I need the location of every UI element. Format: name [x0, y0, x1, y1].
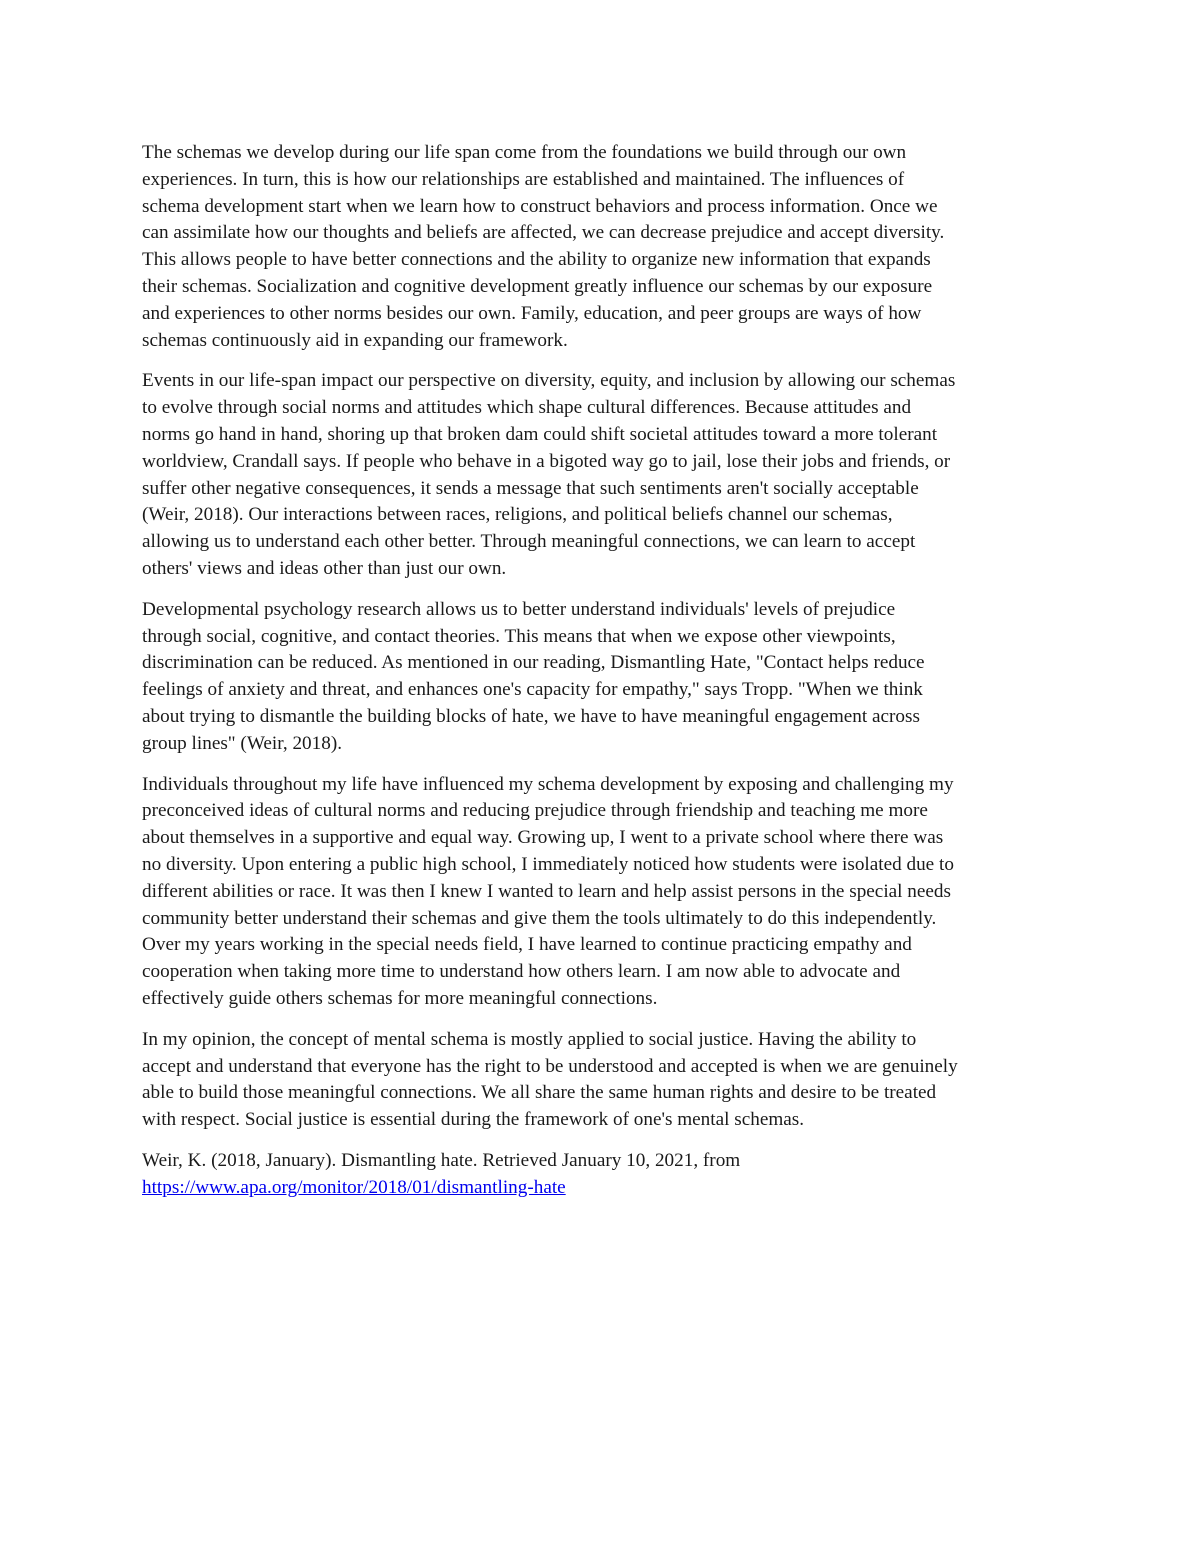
- text-line: discrimination can be reduced. As mentioned in our reading, Dismantling Hate, "Contact helps reduce: [142, 652, 925, 674]
- text-line: preconceived ideas of cultural norms and reducing prejudice through friendship and teaching me more: [142, 800, 928, 822]
- paragraph-3: [142, 597, 1062, 758]
- text-line: This allows people to have better connections and the ability to organize new information that expands: [142, 249, 931, 271]
- paragraph-2: [142, 368, 1062, 582]
- paragraph-1: [142, 140, 1062, 354]
- document-body: [142, 140, 1062, 1215]
- text-line: others' views and ideas other than just our own.: [142, 557, 507, 579]
- text-line: In my opinion, the concept of mental schema is mostly applied to social justice. Having the ability to: [142, 1028, 917, 1050]
- text-line: about trying to dismantle the building blocks of hate, we have to have meaningful engagement across: [142, 705, 920, 727]
- text-line: with respect. Social justice is essential during the framework of one's mental schemas.: [142, 1109, 805, 1131]
- paragraph-4: [142, 772, 1062, 1013]
- text-line: through social, cognitive, and contact theories. This means that when we expose other viewpoints,: [142, 625, 896, 647]
- text-line: about themselves in a supportive and equal way. Growing up, I went to a private school where there was: [142, 827, 944, 849]
- text-line: effectively guide others schemas for more meaningful connections.: [142, 987, 658, 1009]
- text-line: The schemas we develop during our life span come from the foundations we build through our own: [142, 142, 907, 163]
- paragraph-5: [142, 1027, 1062, 1134]
- text-line: no diversity. Upon entering a public high school, I immediately noticed how students were isolated due to: [142, 853, 954, 875]
- text-line: their schemas. Socialization and cognitive development greatly influence our schemas by our exposure: [142, 275, 933, 297]
- text-line: can assimilate how our thoughts and beliefs are affected, we can decrease prejudice and accept diversity.: [142, 222, 945, 244]
- text-line: experiences. In turn, this is how our relationships are established and maintained. The influences of: [142, 168, 905, 190]
- text-line: community better understand their schemas and give them the tools ultimately to do this independently.: [142, 907, 937, 929]
- reference-link-line: [142, 1175, 1062, 1202]
- text-line: and experiences to other norms besides our own. Family, education, and peer groups are ways of how: [142, 302, 922, 324]
- text-line: (Weir, 2018). Our interactions between races, religions, and political beliefs channel our schemas,: [142, 504, 893, 526]
- text-line: norms go hand in hand, shoring up that broken dam could shift societal attitudes toward a more tolerant: [142, 423, 938, 445]
- text-line: suffer other negative consequences, it sends a message that such sentiments aren't socially acceptable: [142, 477, 919, 499]
- text-line: feelings of anxiety and threat, and enhances one's capacity for empathy," says Tropp. "When we think: [142, 679, 923, 701]
- text-line: allowing us to understand each other better. Through meaningful connections, we can learn to accept: [142, 531, 916, 553]
- text-line: worldview, Crandall says. If people who behave in a bigoted way go to jail, lose their jobs and friends, or: [142, 450, 951, 472]
- text-line: to evolve through social norms and attitudes which shape cultural differences. Because attitudes and: [142, 397, 912, 419]
- text-line: Individuals throughout my life have influenced my schema development by exposing and challenging my: [142, 773, 954, 795]
- text-line: accept and understand that everyone has the right to be understood and accepted is when we are genuinely: [142, 1055, 958, 1077]
- text-line: cooperation when taking more time to understand how others learn. I am now able to advocate and: [142, 961, 901, 983]
- reference-text: Weir, K. (2018, January). Dismantling hate. Retrieved January 10, 2021, from: [142, 1149, 741, 1171]
- reference-entry: [142, 1148, 1062, 1202]
- text-line: group lines" (Weir, 2018).: [142, 732, 343, 754]
- text-line: schema development start when we learn how to construct behaviors and process information. Once we: [142, 195, 938, 217]
- text-line: schemas continuously aid in expanding our framework.: [142, 329, 568, 351]
- text-line: different abilities or race. It was then I knew I wanted to learn and help assist persons in the special needs: [142, 880, 951, 902]
- reference-link[interactable]: https://www.apa.org/monitor/2018/01/dismantling-hate: [142, 1176, 566, 1198]
- text-line: Over my years working in the special needs field, I have learned to continue practicing empathy and: [142, 934, 912, 956]
- text-line: Events in our life-span impact our perspective on diversity, equity, and inclusion by allowing our schemas: [142, 370, 956, 392]
- text-line: able to build those meaningful connections. We all share the same human rights and desire to be treated: [142, 1082, 937, 1104]
- text-line: Developmental psychology research allows us to better understand individuals' levels of prejudice: [142, 598, 896, 620]
